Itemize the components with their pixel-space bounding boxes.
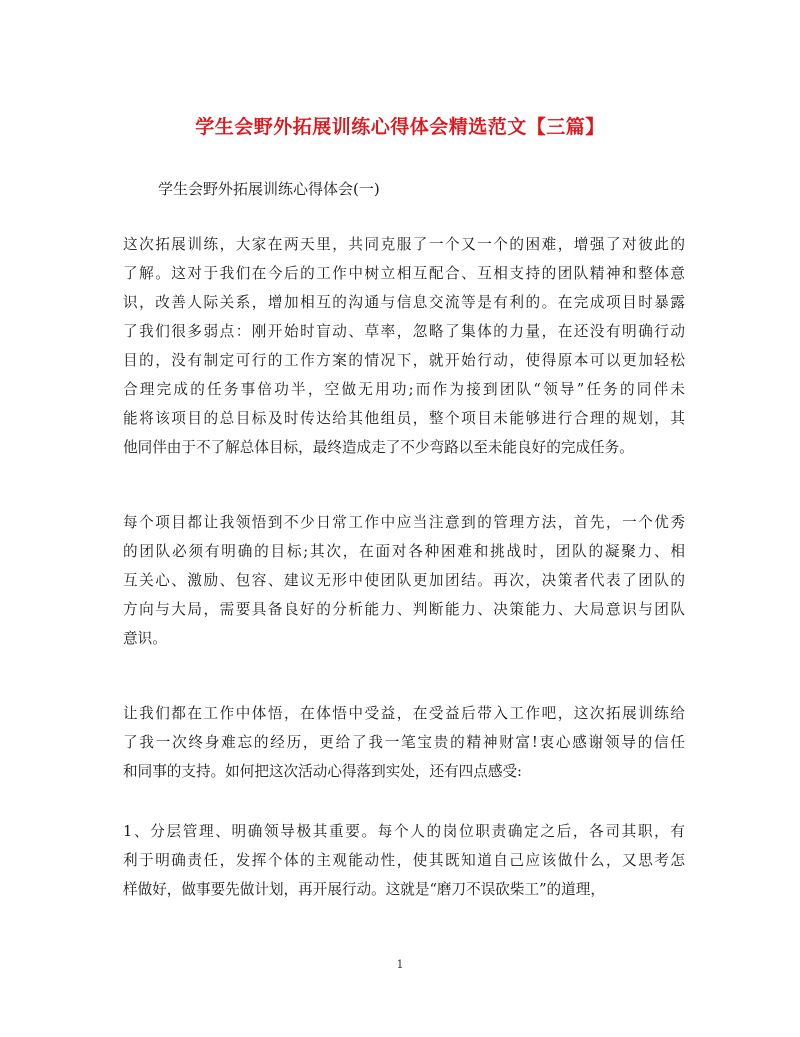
page-number: 1 <box>396 958 404 971</box>
paragraph-4 <box>123 817 685 904</box>
section-subtitle: 学生会野外拓展训练心得体会(一) <box>158 180 380 198</box>
paragraph-line: 方向与大局，需要具备良好的分析能力、判断能力、决策能力、大局意识与团队 <box>123 601 685 618</box>
paragraph-line: 互关心、激励、包容、建议无形中使团队更加团结。再次，决策者代表了团队的 <box>123 572 685 589</box>
paragraph-line: 利于明确责任，发挥个体的主观能动性，使其既知道自己应该做什么，又思考怎 <box>123 852 685 869</box>
paragraph-line: 能将该项目的总目标及时传达给其他组员，整个项目未能够进行合理的规划，其 <box>123 410 685 427</box>
paragraph-1 <box>123 230 685 462</box>
paragraph-line: 合理完成的任务事倍功半，空做无用功;而作为接到团队“领导”任务的同伴未 <box>123 381 685 398</box>
paragraph-line: 让我们都在工作中体悟，在体悟中受益，在受益后带入工作吧，这次拓展训练给 <box>123 705 685 722</box>
paragraph-line: 每个项目都让我领悟到不少日常工作中应当注意到的管理方法，首先，一个优秀 <box>123 514 685 531</box>
paragraph-line: 了我一次终身难忘的经历，更给了我一笔宝贵的精神财富!衷心感谢领导的信任 <box>123 734 685 751</box>
paragraph-line: 识，改善人际关系，增加相互的沟通与信息交流等是有利的。在完成项目时暴露 <box>123 294 685 311</box>
document-title: 学生会野外拓展训练心得体会精选范文【三篇】 <box>195 116 605 138</box>
paragraph-line: 和同事的支持。如何把这次活动心得落到实处，还有四点感受: <box>123 763 522 780</box>
paragraph-line: 意识。 <box>123 630 167 647</box>
paragraph-line: 这次拓展训练，大家在两天里，共同克服了一个又一个的困难，增强了对彼此的 <box>123 236 685 253</box>
paragraph-line: 他同伴由于不了解总体目标，最终造成走了不少弯路以至未能良好的完成任务。 <box>123 439 634 456</box>
paragraph-3 <box>123 699 685 786</box>
paragraph-2 <box>123 508 685 653</box>
paragraph-line: 1、分层管理、明确领导极其重要。每个人的岗位职责确定之后，各司其职，有 <box>123 823 685 840</box>
paragraph-line: 的团队必须有明确的目标;其次，在面对各种困难和挑战时，团队的凝聚力、相 <box>123 543 685 560</box>
paragraph-line: 了解。这对于我们在今后的工作中树立相互配合、互相支持的团队精神和整体意 <box>123 265 685 282</box>
paragraph-line: 目的，没有制定可行的工作方案的情况下，就开始行动，使得原本可以更加轻松 <box>123 352 685 369</box>
paragraph-line: 了我们很多弱点：刚开始时盲动、草率，忽略了集体的力量，在还没有明确行动 <box>123 323 685 340</box>
paragraph-line: 样做好，做事要先做计划，再开展行动。这就是“磨刀不误砍柴工”的道理， <box>123 881 605 898</box>
